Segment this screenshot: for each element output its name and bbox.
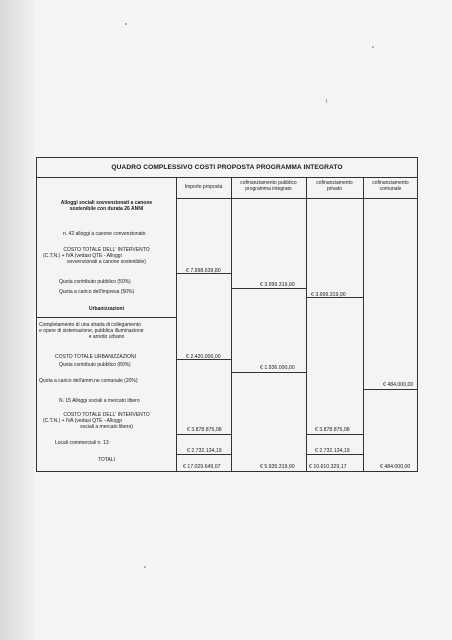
column-divider	[306, 178, 307, 471]
libero-title: N. 15 Alloggi sociali a mercato libero	[59, 398, 140, 404]
ctn2-label-3: sociali a mercato libero)	[80, 424, 133, 430]
section-title-alloggi: Alloggi sociali sovvenzionati a canone	[60, 200, 153, 206]
column-header-privato-sub: privato	[326, 186, 342, 192]
quota-comunale-label: Quota a carico dell'amm.ne comunale (20%)	[39, 378, 138, 384]
urb-desc-1: Completamento di una strada di collegamento	[39, 322, 142, 328]
ctn1-label: COSTO TOTALE DELL' INTERVENTO	[63, 247, 150, 253]
ctn2-label: COSTO TOTALE DELL' INTERVENTO	[63, 412, 150, 418]
scan-speck	[144, 566, 146, 568]
total-comunale: € 484.000,00	[380, 464, 411, 470]
ctn2-label-2: (C.T.N.) + IVA (vedasi QTE - Alloggi	[43, 418, 122, 424]
amount-underline	[176, 434, 231, 435]
quota-pubblico-2-amount: € 1.936.000,00	[260, 365, 295, 371]
section-title-alloggi-sub: sostenibile con durata 26 ANNI	[69, 206, 144, 212]
ctn2-amount: € 3.878.875,08	[187, 427, 222, 433]
row-divider	[37, 317, 176, 318]
quota-comunale-amount: € 484.000,00	[383, 382, 414, 388]
totals-label: TOTALI	[97, 457, 116, 463]
header-divider	[176, 198, 418, 199]
quota-impresa-amount: € 3.999.319,90	[311, 292, 346, 298]
ctn1-label-3: sovvenzionati a canone sostenibile)	[67, 259, 146, 265]
urb-cost-amount: € 2.420.000,00	[186, 354, 221, 360]
quota-impresa-label: Quota a carico dell'impresa (50%)	[59, 289, 135, 295]
column-header-pubblico: cofinanziamento pubblico	[240, 180, 297, 186]
total-importo: € 17.029.649,07	[183, 464, 221, 470]
urb-desc-2: e opere di sistemazione, pubblica illuminazione	[39, 328, 144, 334]
urb-cost-label: COSTO TOTALE URBANIZZAZIONI	[55, 354, 137, 360]
total-privato: € 10.610.329,17	[309, 464, 347, 470]
column-divider	[363, 178, 364, 471]
locali-privato-amount: € 2.732.134,19	[315, 448, 350, 454]
column-divider	[176, 178, 177, 471]
ctn1-label-2: (C.T.N.) + IVA (vedasi QTE - Alloggi	[43, 253, 122, 259]
ctn1-amount: € 7.998.639,80	[186, 268, 221, 274]
cost-table	[36, 157, 418, 472]
table-title: QUADRO COMPLESSIVO COSTI PROPOSTA PROGRAMMA INTEGRATO	[37, 158, 417, 178]
amount-underline	[306, 434, 363, 435]
scan-speck	[125, 23, 127, 25]
section-title-urbanizzazioni: Urbanizzazioni	[88, 306, 124, 312]
quota-pubblico-2-label: Quota contributo pubblico (80%)	[59, 362, 131, 368]
column-header-pubblico-sub: programma integrato	[245, 186, 292, 192]
column-divider	[231, 178, 232, 471]
quota-pubblico-1-amount: € 3.999.319,90	[260, 282, 295, 288]
amount-underline	[231, 372, 306, 373]
ctn2-privato-amount: € 3.878.875,08	[315, 427, 350, 433]
quota-pubblico-1-label: Quota contributo pubblico (50%)	[59, 279, 131, 285]
locali-amount: € 2.732.134,19	[187, 448, 222, 454]
column-header-privato: cofinanziamento	[316, 180, 353, 186]
column-header-importo: Importo proposta	[184, 184, 223, 190]
scan-speck	[326, 99, 327, 103]
scan-binding-shadow	[0, 0, 34, 640]
total-pubblico: € 5.935.319,90	[260, 464, 295, 470]
scan-speck	[372, 46, 374, 48]
locali-label: Locali commerciali n. 13	[55, 440, 109, 446]
alloggi-count: n. 42 alloggi a canone convenzionato	[63, 231, 146, 237]
column-header-comunale-sub: comunale	[379, 186, 402, 192]
column-header-comunale: cofinanziamento	[372, 180, 409, 186]
amount-underline	[363, 389, 418, 390]
urb-desc-3: e arredo urbano	[88, 334, 125, 340]
